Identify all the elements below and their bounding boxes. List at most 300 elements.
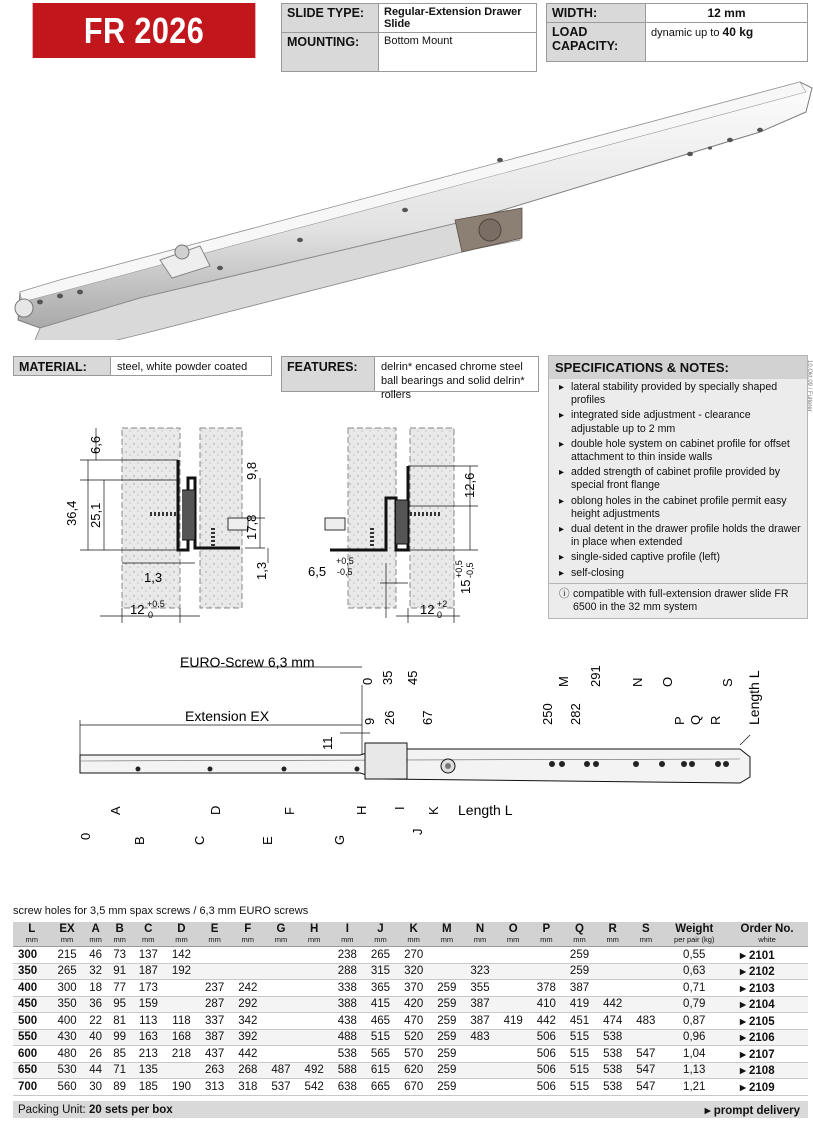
table-cell: 0,87 (662, 1013, 726, 1030)
slide-type-label: SLIDE TYPE: (282, 4, 379, 33)
col-header: M mm (430, 922, 463, 947)
col-unit: mm (175, 935, 188, 944)
dim-6-5-minus: -0,5 (337, 567, 353, 577)
top-label-Q: Q (688, 714, 703, 725)
dim-6-5-plus: +0,5 (336, 556, 354, 566)
table-cell: 46 (84, 947, 108, 964)
bottom-label-G: G (332, 834, 347, 845)
table-cell (497, 980, 530, 997)
dimension-table (13, 922, 808, 1096)
dim-36-4: 36,4 (64, 500, 79, 526)
table-cell: 670 (397, 1079, 430, 1096)
order-number: 2108 (749, 1065, 775, 1078)
col-header: A mm (84, 922, 108, 947)
tol-plus-right: +2 (437, 599, 448, 609)
width-load-table (546, 3, 808, 62)
table-cell: 85 (108, 1046, 132, 1063)
dim-15-plus: +0,5 (454, 560, 464, 578)
order-number-cell: ▸ 2109 (726, 1079, 808, 1096)
table-cell (165, 996, 198, 1013)
table-cell: 259 (563, 947, 596, 964)
table-cell (497, 996, 530, 1013)
load-capacity-value (646, 23, 808, 62)
order-number-cell: ▸ 2104 (726, 996, 808, 1013)
col-header: I mm (331, 922, 364, 947)
specifications-list (549, 379, 807, 580)
bottom-label-H: H (354, 805, 369, 815)
col-header: F mm (231, 922, 264, 947)
order-number: 2107 (749, 1048, 775, 1061)
top-label-282: 282 (568, 703, 583, 725)
spec-item: ▸ dual detent in the drawer profile holds the drawer in place when extended (559, 523, 801, 549)
top-label-45: 45 (405, 670, 420, 685)
table-cell: 0,71 (662, 980, 726, 997)
table-cell: 547 (629, 1079, 662, 1096)
table-footer (13, 1101, 808, 1118)
table-cell (629, 1029, 662, 1046)
table-cell: 22 (84, 1013, 108, 1030)
table-cell: 410 (530, 996, 563, 1013)
table-cell: 480 (50, 1046, 83, 1063)
order-number-cell: ▸ 2101 (726, 947, 808, 964)
table-cell: 187 (132, 963, 165, 980)
table-cell (264, 980, 297, 997)
table-cell (463, 947, 496, 964)
table-cell: 313 (198, 1079, 231, 1096)
delivery-note: ▸ prompt delivery (704, 1104, 800, 1117)
dim-15-minus: -0,5 (465, 562, 475, 578)
table-cell (430, 947, 463, 964)
cross-section-left (60, 418, 270, 636)
table-cell: 515 (563, 1029, 596, 1046)
table-cell (497, 947, 530, 964)
length-cell: 650 (13, 1062, 50, 1079)
width-value: 12 mm (646, 4, 808, 23)
table-cell (264, 1029, 297, 1046)
table-cell: 438 (331, 1013, 364, 1030)
table-cell: 0,63 (662, 963, 726, 980)
top-label-11: 11 (320, 736, 335, 750)
table-cell: 419 (497, 1013, 530, 1030)
table-cell: 323 (463, 963, 496, 980)
col-unit: mm (506, 935, 520, 944)
table-cell: 0,79 (662, 996, 726, 1013)
table-row (13, 980, 808, 997)
top-label-0: 0 (360, 677, 375, 685)
table-cell: 259 (563, 963, 596, 980)
col-header: Weight per pair (kg) (662, 922, 726, 947)
packing-prefix: Packing Unit: (18, 1103, 86, 1116)
top-label-291: 291 (588, 665, 603, 687)
table-cell (596, 947, 629, 964)
table-cell: 259 (430, 1029, 463, 1046)
table-cell (463, 1062, 496, 1079)
col-header: Order No. white (726, 922, 808, 947)
table-header (13, 922, 808, 947)
bottom-label-E: E (260, 836, 275, 845)
table-cell: 259 (430, 1062, 463, 1079)
table-cell: 615 (364, 1062, 397, 1079)
table-cell: 530 (50, 1062, 83, 1079)
table-cell: 36 (84, 996, 108, 1013)
table-cell (298, 980, 331, 997)
table-cell (264, 1046, 297, 1063)
packing-value: 20 sets per box (88, 1103, 173, 1116)
col-unit: mm (274, 935, 288, 944)
top-label-S: S (720, 678, 735, 687)
table-cell: 337 (198, 1013, 231, 1030)
table-cell: 451 (563, 1013, 596, 1030)
mounting-label: MOUNTING: (282, 33, 379, 72)
length-label: Length L (458, 802, 513, 818)
col-header: K mm (397, 922, 430, 947)
col-unit: mm (639, 935, 653, 944)
table-row (13, 996, 808, 1013)
table-cell: 40 (84, 1029, 108, 1046)
euro-screw-label: EURO-Screw 6,3 mm (180, 654, 315, 670)
length-cell: 300 (13, 947, 50, 964)
table-cell: 32 (84, 963, 108, 980)
top-label-M: M (556, 676, 571, 687)
table-cell (497, 963, 530, 980)
spec-note (549, 583, 807, 614)
table-cell: 620 (397, 1062, 430, 1079)
col-header: O mm (497, 922, 530, 947)
delivery-text: prompt delivery (713, 1104, 800, 1117)
table-cell (165, 1062, 198, 1079)
col-header: B mm (108, 922, 132, 947)
table-cell: 30 (84, 1079, 108, 1096)
bottom-label-A: A (108, 806, 123, 815)
order-number: 2102 (749, 966, 775, 979)
table-cell: 420 (397, 996, 430, 1013)
col-header: G mm (264, 922, 297, 947)
table-cell: 520 (397, 1029, 430, 1046)
table-cell: 44 (84, 1062, 108, 1079)
table-cell: 26 (84, 1046, 108, 1063)
dim-17-8: 17,8 (244, 514, 259, 540)
table-cell: 547 (629, 1062, 662, 1079)
table-cell (298, 996, 331, 1013)
table-cell: 442 (530, 1013, 563, 1030)
order-number: 2103 (749, 982, 775, 995)
spec-item: ▸ single-sided captive profile (left) (559, 551, 801, 564)
spec-item: ▸ oblong holes in the cabinet profile permit easy height adjustments (559, 495, 801, 521)
table-cell: 265 (364, 947, 397, 964)
table-cell: 142 (165, 947, 198, 964)
packing-unit (18, 1104, 173, 1116)
col-unit: mm (142, 935, 155, 944)
table-cell (298, 1013, 331, 1030)
table-cell: 237 (198, 980, 231, 997)
col-unit: white (758, 935, 776, 944)
table-cell: 18 (84, 980, 108, 997)
table-cell (264, 996, 297, 1013)
table-cell: 387 (198, 1029, 231, 1046)
col-unit: mm (473, 935, 487, 944)
tol-plus: +0,5 (147, 599, 165, 609)
col-unit: per pair (kg) (674, 935, 715, 944)
order-number-cell: ▸ 2102 (726, 963, 808, 980)
bottom-label-B: B (132, 836, 147, 845)
table-cell: 89 (108, 1079, 132, 1096)
top-label-R: R (708, 715, 723, 725)
load-value: 40 kg (722, 25, 754, 39)
table-cell: 137 (132, 947, 165, 964)
table-cell: 506 (530, 1062, 563, 1079)
table-cell: 419 (563, 996, 596, 1013)
table-cell (629, 996, 662, 1013)
table-cell: 387 (463, 1013, 496, 1030)
table-cell: 342 (231, 1013, 264, 1030)
table-cell: 318 (231, 1079, 264, 1096)
dim-15: 15 (458, 579, 473, 594)
table-cell: 538 (596, 1062, 629, 1079)
col-header: E mm (198, 922, 231, 947)
length-cell: 400 (13, 980, 50, 997)
table-cell: 400 (50, 1013, 83, 1030)
table-cell: 370 (397, 980, 430, 997)
table-cell: 506 (530, 1079, 563, 1096)
table-cell (629, 980, 662, 997)
spec-item: ▸ integrated side adjustment - clearance adjustable up to 2 mm (559, 409, 801, 435)
col-header: S mm (629, 922, 662, 947)
table-cell: 173 (132, 980, 165, 997)
table-cell (165, 980, 198, 997)
spec-note-text: compatible with full-extension drawer slide FR 6500 in the 32 mm system (573, 587, 789, 613)
order-number-cell: ▸ 2103 (726, 980, 808, 997)
length-label-end: Length L (746, 670, 762, 725)
table-cell: 259 (430, 1079, 463, 1096)
table-cell: 300 (50, 980, 83, 997)
spec-item: ▸ lateral stability provided by specially shaped profiles (559, 381, 801, 407)
table-cell: 547 (629, 1046, 662, 1063)
table-cell: 159 (132, 996, 165, 1013)
order-number: 2109 (749, 1081, 775, 1094)
table-cell: 437 (198, 1046, 231, 1063)
table-cell: 492 (298, 1062, 331, 1079)
table-cell: 288 (331, 963, 364, 980)
bottom-label-zero: 0 (78, 832, 93, 840)
table-cell: 474 (596, 1013, 629, 1030)
table-cell (596, 980, 629, 997)
top-label-9: 9 (362, 717, 377, 725)
col-header: C mm (132, 922, 165, 947)
tol-zero-right: 0 (437, 610, 443, 620)
table-cell: 213 (132, 1046, 165, 1063)
table-cell (530, 963, 563, 980)
table-cell (497, 1029, 530, 1046)
table-cell (497, 1062, 530, 1079)
col-unit: mm (25, 935, 38, 944)
table-cell: 537 (264, 1079, 297, 1096)
dim-9-8: 9,8 (244, 461, 259, 480)
col-unit: mm (573, 935, 586, 944)
table-cell: 538 (596, 1079, 629, 1096)
features-label: FEATURES: (281, 356, 375, 392)
table-cell (231, 963, 264, 980)
width-label: WIDTH: (547, 4, 646, 23)
top-label-250: 250 (540, 703, 555, 725)
table-cell: 259 (430, 1046, 463, 1063)
table-cell (497, 1046, 530, 1063)
table-body (13, 947, 808, 1096)
order-number-cell: ▸ 2106 (726, 1029, 808, 1046)
bottom-label-F: F (282, 807, 297, 815)
table-cell: 190 (165, 1079, 198, 1096)
col-header: H mm (298, 922, 331, 947)
table-cell: 168 (165, 1029, 198, 1046)
table-cell: 91 (108, 963, 132, 980)
tol-zero: 0 (148, 610, 154, 620)
table-cell: 287 (198, 996, 231, 1013)
table-cell (298, 1029, 331, 1046)
table-cell: 338 (331, 980, 364, 997)
length-cell: 600 (13, 1046, 50, 1063)
model-title: FR 2026 (33, 3, 256, 58)
table-cell (530, 947, 563, 964)
table-row (13, 1079, 808, 1096)
table-row (13, 1046, 808, 1063)
table-cell: 565 (364, 1046, 397, 1063)
table-cell (198, 947, 231, 964)
table-cell: 0,96 (662, 1029, 726, 1046)
spec-item: ▸ double hole system on cabinet profile for offset attachment to thin inside walls (559, 438, 801, 464)
table-cell (298, 963, 331, 980)
dim-6-5: 6,5 (308, 564, 327, 579)
table-cell: 268 (231, 1062, 264, 1079)
dim-1-3: 1,3 (144, 570, 163, 585)
load-capacity-label: LOAD CAPACITY: (547, 23, 646, 62)
table-cell: 515 (563, 1062, 596, 1079)
table-cell: 1,13 (662, 1062, 726, 1079)
order-number-cell: ▸ 2108 (726, 1062, 808, 1079)
table-cell: 81 (108, 1013, 132, 1030)
table-cell: 483 (463, 1029, 496, 1046)
table-cell: 350 (50, 996, 83, 1013)
top-label-67: 67 (420, 710, 435, 725)
table-cell (298, 1046, 331, 1063)
table-cell (463, 1079, 496, 1096)
table-cell: 365 (364, 980, 397, 997)
col-unit: mm (540, 935, 553, 944)
table-cell: 442 (596, 996, 629, 1013)
table-cell: 73 (108, 947, 132, 964)
col-unit: mm (89, 935, 102, 944)
order-number: 2104 (749, 999, 775, 1012)
col-unit: mm (208, 935, 221, 944)
table-cell: 415 (364, 996, 397, 1013)
table-cell: 470 (397, 1013, 430, 1030)
table-row (13, 947, 808, 964)
mounting-value: Bottom Mount (379, 33, 537, 72)
table-row (13, 1013, 808, 1030)
col-header: D mm (165, 922, 198, 947)
table-cell: 192 (165, 963, 198, 980)
table-cell: 538 (596, 1029, 629, 1046)
table-cell: 355 (463, 980, 496, 997)
table-cell: 292 (231, 996, 264, 1013)
bottom-label-D: D (208, 805, 223, 815)
table-cell: 560 (50, 1079, 83, 1096)
cross-section-right (300, 418, 500, 636)
table-row (13, 1062, 808, 1079)
slide-info-table (281, 3, 537, 72)
table-cell: 515 (563, 1079, 596, 1096)
table-cell: 0,55 (662, 947, 726, 964)
col-unit: mm (60, 935, 74, 944)
spec-item: ▸ self-closing (559, 567, 801, 580)
table-cell (198, 963, 231, 980)
table-cell: 320 (397, 963, 430, 980)
table-caption: screw holes for 3,5 mm spax screws / 6,3 mm EURO screws (13, 905, 309, 917)
table-cell: 388 (331, 996, 364, 1013)
col-header: Q mm (563, 922, 596, 947)
order-number-cell: ▸ 2105 (726, 1013, 808, 1030)
table-cell (596, 963, 629, 980)
table-cell: 1,04 (662, 1046, 726, 1063)
specifications-title: SPECIFICATIONS & NOTES: (549, 356, 807, 379)
table-cell: 95 (108, 996, 132, 1013)
table-cell: 515 (364, 1029, 397, 1046)
table-cell (430, 963, 463, 980)
col-unit: mm (374, 935, 387, 944)
slide-type-value: Regular-Extension Drawer Slide (379, 4, 537, 33)
table-cell: 387 (463, 996, 496, 1013)
col-header: P mm (530, 922, 563, 947)
table-cell: 442 (231, 1046, 264, 1063)
side-stamp: 10.Okt.09 / Fulterer (806, 360, 812, 412)
table-cell: 259 (430, 1013, 463, 1030)
material-label: MATERIAL: (13, 356, 111, 376)
col-unit: mm (241, 935, 255, 944)
dim-25-1: 25,1 (88, 502, 103, 528)
col-unit: mm (113, 935, 126, 944)
table-cell: 430 (50, 1029, 83, 1046)
col-unit: mm (341, 935, 354, 944)
drawer-slide-render (0, 70, 813, 340)
specifications-panel (548, 355, 808, 619)
table-cell: 77 (108, 980, 132, 997)
spec-item: ▸ added strength of cabinet profile provided by special front flange (559, 466, 801, 492)
col-unit: mm (440, 935, 454, 944)
table-cell: 570 (397, 1046, 430, 1063)
bottom-label-K: K (426, 806, 441, 815)
top-label-P: P (672, 716, 687, 725)
top-label-O: O (660, 676, 675, 687)
table-cell: 465 (364, 1013, 397, 1030)
table-cell: 185 (132, 1079, 165, 1096)
length-cell: 500 (13, 1013, 50, 1030)
col-unit: mm (307, 935, 321, 944)
extension-label: Extension EX (185, 708, 270, 724)
col-header: EX mm (50, 922, 83, 947)
table-cell: 665 (364, 1079, 397, 1096)
table-cell: 488 (331, 1029, 364, 1046)
load-prefix: dynamic up to (651, 27, 720, 39)
table-cell: 270 (397, 947, 430, 964)
table-row (13, 1029, 808, 1046)
table-cell: 515 (563, 1046, 596, 1063)
dim-6-6: 6,6 (88, 435, 103, 454)
material-value: steel, white powder coated (110, 356, 272, 376)
table-cell (629, 947, 662, 964)
col-header: L mm (13, 922, 50, 947)
table-cell: 506 (530, 1046, 563, 1063)
length-cell: 450 (13, 996, 50, 1013)
table-cell: 118 (165, 1013, 198, 1030)
table-cell (264, 963, 297, 980)
